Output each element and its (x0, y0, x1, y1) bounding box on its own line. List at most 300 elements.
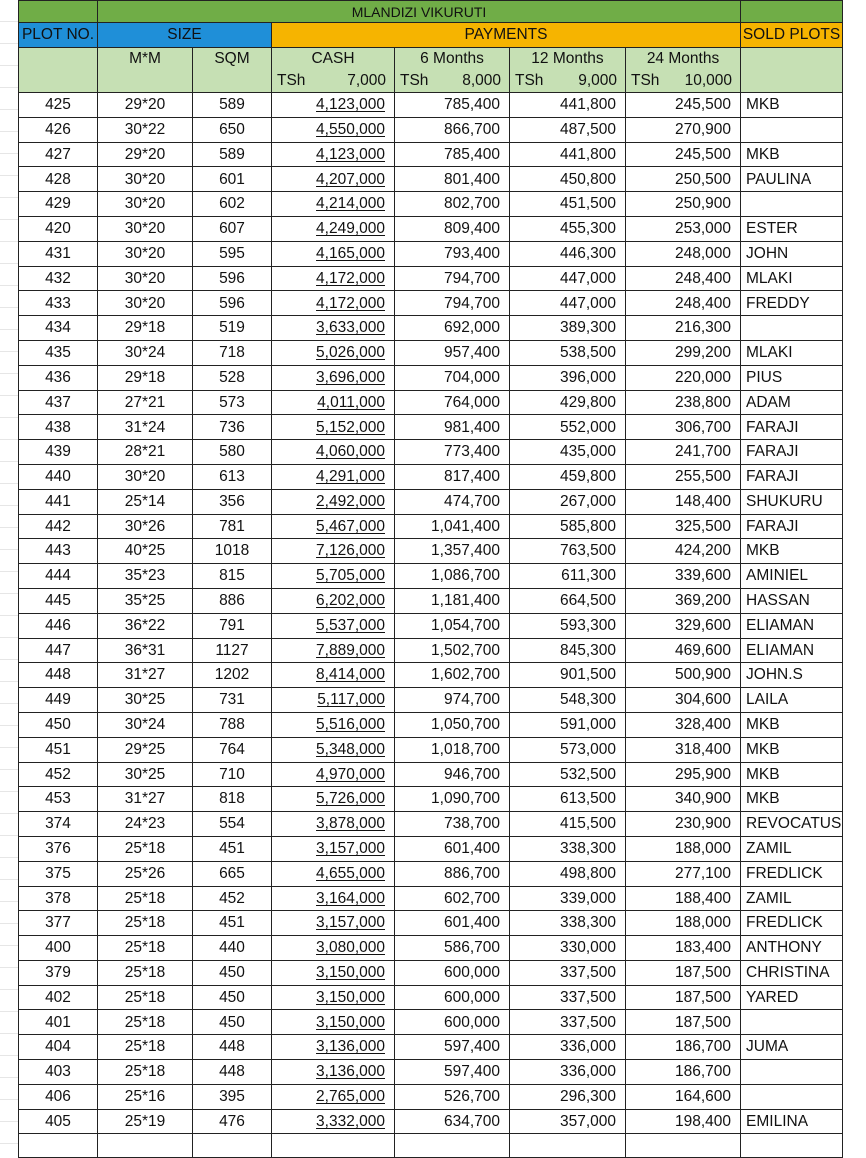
cell-12-months: 296,300 (510, 1084, 626, 1109)
cell-plot-no: 406 (19, 1084, 98, 1109)
rate-cash: TSh 7,000 (272, 70, 395, 93)
cell-24-months: 469,600 (626, 638, 741, 663)
cell-size-mm: 25*18 (98, 960, 193, 985)
cell-12-months: 267,000 (510, 489, 626, 514)
table-row (19, 539, 843, 564)
cell-12-months: 446,300 (510, 241, 626, 266)
cell-12-months: 357,000 (510, 1109, 626, 1134)
cell-sqm: 451 (193, 836, 272, 861)
cell-cash: 4,172,000 (272, 291, 395, 316)
cell-24-months: 270,900 (626, 117, 741, 142)
cell-12-months: 611,300 (510, 564, 626, 589)
header-payments: PAYMENTS (272, 23, 741, 48)
cell-sqm: 589 (193, 93, 272, 118)
cell-6-months: 801,400 (395, 167, 510, 192)
cell-sold-to: ANTHONY (741, 936, 843, 961)
cell-plot-no: 437 (19, 390, 98, 415)
cell-6-months: 600,000 (395, 960, 510, 985)
cell-plot-no: 440 (19, 464, 98, 489)
cell-6-months: 946,700 (395, 762, 510, 787)
cell-cash: 3,150,000 (272, 960, 395, 985)
cell-cash: 4,214,000 (272, 192, 395, 217)
cell-sold-to: LAILA (741, 688, 843, 713)
cell-sqm: 601 (193, 167, 272, 192)
cell-sqm: 791 (193, 613, 272, 638)
cell-size-mm: 30*20 (98, 241, 193, 266)
cell-6-months: 586,700 (395, 936, 510, 961)
cell-6-months: 601,400 (395, 836, 510, 861)
cell-plot-no: 443 (19, 539, 98, 564)
cell-plot-no: 405 (19, 1109, 98, 1134)
cell-24-months: 248,400 (626, 266, 741, 291)
cell-24-months: 328,400 (626, 712, 741, 737)
cell-6-months: 692,000 (395, 316, 510, 341)
cell-sold-to: JOHN (741, 241, 843, 266)
cell-sqm: 528 (193, 365, 272, 390)
table-row (19, 340, 843, 365)
cell-6-months: 738,700 (395, 812, 510, 837)
cell-24-months: 216,300 (626, 316, 741, 341)
cell-size-mm: 31*27 (98, 663, 193, 688)
cell-sold-to: MKB (741, 762, 843, 787)
cell-cash: 3,332,000 (272, 1109, 395, 1134)
table-row (19, 1084, 843, 1109)
table-row (19, 985, 843, 1010)
cell-cash: 7,889,000 (272, 638, 395, 663)
cell-sqm: 788 (193, 712, 272, 737)
cell-sold-to: MKB (741, 737, 843, 762)
cell-6-months: 597,400 (395, 1035, 510, 1060)
header-plot-no: PLOT NO. (19, 23, 98, 48)
cell-sold-to: MKB (741, 539, 843, 564)
table-row (19, 960, 843, 985)
cell-24-months: 220,000 (626, 365, 741, 390)
table-row (19, 464, 843, 489)
cell-sold-to: JUMA (741, 1035, 843, 1060)
cell-sold-to: PIUS (741, 365, 843, 390)
cell-24-months: 198,400 (626, 1109, 741, 1134)
cell-plot-no: 400 (19, 936, 98, 961)
cell-sold-to: FREDDY (741, 291, 843, 316)
table-row (19, 241, 843, 266)
cell-size-mm: 30*20 (98, 266, 193, 291)
table-row (19, 440, 843, 465)
cell-24-months: 250,900 (626, 192, 741, 217)
header-mm: M*M (98, 48, 193, 71)
cell-sqm: 452 (193, 886, 272, 911)
cell-sqm: 519 (193, 316, 272, 341)
cell-12-months: 455,300 (510, 216, 626, 241)
cell-6-months: 600,000 (395, 985, 510, 1010)
table-row (19, 812, 843, 837)
cell-24-months: 186,700 (626, 1035, 741, 1060)
cell-cash: 3,157,000 (272, 911, 395, 936)
cell-sqm: 710 (193, 762, 272, 787)
cell-sqm: 602 (193, 192, 272, 217)
cell-plot-no: 429 (19, 192, 98, 217)
sheet-title: MLANDIZI VIKURUTI (98, 1, 741, 23)
cell-6-months: 957,400 (395, 340, 510, 365)
cell-cash: 3,633,000 (272, 316, 395, 341)
cell-plot-no: 427 (19, 142, 98, 167)
cell-size-mm: 24*23 (98, 812, 193, 837)
cell-cash: 3,080,000 (272, 936, 395, 961)
cell-6-months: 773,400 (395, 440, 510, 465)
cell-size-mm: 30*24 (98, 340, 193, 365)
cell-12-months: 487,500 (510, 117, 626, 142)
cell-sold-to: MLAKI (741, 340, 843, 365)
cell-plot-no: 439 (19, 440, 98, 465)
cell-24-months: 424,200 (626, 539, 741, 564)
cell-sold-to: JOHN.S (741, 663, 843, 688)
cell-plot-no: 377 (19, 911, 98, 936)
cell-12-months: 441,800 (510, 93, 626, 118)
cell-24-months: 187,500 (626, 1010, 741, 1035)
cell-sold-to: FARAJI (741, 514, 843, 539)
table-row (19, 489, 843, 514)
cell-24-months: 329,600 (626, 613, 741, 638)
table-row (19, 192, 843, 217)
cell-sqm: 613 (193, 464, 272, 489)
cell-6-months: 1,090,700 (395, 787, 510, 812)
cell-plot-no: 374 (19, 812, 98, 837)
cell-size-mm: 36*31 (98, 638, 193, 663)
cell-size-mm: 25*18 (98, 886, 193, 911)
header-6-months: 6 Months (395, 48, 510, 71)
cell-plot-no: 445 (19, 588, 98, 613)
cell-sold-to (741, 1060, 843, 1085)
cell-6-months: 1,054,700 (395, 613, 510, 638)
cell-12-months: 459,800 (510, 464, 626, 489)
cell-6-months: 1,181,400 (395, 588, 510, 613)
header-size: SIZE (98, 23, 272, 48)
cell-12-months: 450,800 (510, 167, 626, 192)
cell-size-mm: 25*18 (98, 1060, 193, 1085)
cell-24-months: 339,600 (626, 564, 741, 589)
cell-12-months: 396,000 (510, 365, 626, 390)
cell-plot-no: 402 (19, 985, 98, 1010)
cell-plot-no: 403 (19, 1060, 98, 1085)
cell-cash: 5,152,000 (272, 415, 395, 440)
cell-12-months: 532,500 (510, 762, 626, 787)
cell-24-months: 164,600 (626, 1084, 741, 1109)
cell-cash: 3,136,000 (272, 1060, 395, 1085)
cell-size-mm: 29*18 (98, 316, 193, 341)
cell-12-months: 585,800 (510, 514, 626, 539)
table-row (19, 613, 843, 638)
cell-sqm: 1127 (193, 638, 272, 663)
cell-sold-to: AMINIEL (741, 564, 843, 589)
cell-12-months: 591,000 (510, 712, 626, 737)
cell-6-months: 802,700 (395, 192, 510, 217)
cell-24-months: 255,500 (626, 464, 741, 489)
cell-6-months: 601,400 (395, 911, 510, 936)
cell-sqm: 554 (193, 812, 272, 837)
cell-sqm: 573 (193, 390, 272, 415)
cell-6-months: 1,602,700 (395, 663, 510, 688)
cell-24-months: 253,000 (626, 216, 741, 241)
cell-12-months: 552,000 (510, 415, 626, 440)
cell-12-months: 337,500 (510, 985, 626, 1010)
header-24-months: 24 Months (626, 48, 741, 71)
cell-sqm: 450 (193, 985, 272, 1010)
cell-cash: 5,467,000 (272, 514, 395, 539)
cell-12-months: 548,300 (510, 688, 626, 713)
cell-sqm: 718 (193, 340, 272, 365)
cell-size-mm: 29*18 (98, 365, 193, 390)
cell-12-months: 338,300 (510, 911, 626, 936)
cell-6-months: 597,400 (395, 1060, 510, 1085)
cell-plot-no: 433 (19, 291, 98, 316)
cell-12-months: 441,800 (510, 142, 626, 167)
table-row (19, 93, 843, 118)
cell-24-months: 187,500 (626, 960, 741, 985)
cell-plot-no: 448 (19, 663, 98, 688)
table-row (19, 886, 843, 911)
cell-plot-no: 452 (19, 762, 98, 787)
cell-6-months: 526,700 (395, 1084, 510, 1109)
cell-cash: 3,878,000 (272, 812, 395, 837)
cell-6-months: 1,041,400 (395, 514, 510, 539)
cell-24-months: 186,700 (626, 1060, 741, 1085)
cell-24-months: 241,700 (626, 440, 741, 465)
cell-sqm: 665 (193, 861, 272, 886)
cell-12-months: 447,000 (510, 291, 626, 316)
cell-6-months: 1,018,700 (395, 737, 510, 762)
cell-cash: 5,026,000 (272, 340, 395, 365)
table-row (19, 167, 843, 192)
cell-plot-no: 425 (19, 93, 98, 118)
cell-24-months: 295,900 (626, 762, 741, 787)
table-row (19, 316, 843, 341)
cell-cash: 4,165,000 (272, 241, 395, 266)
cell-cash: 2,765,000 (272, 1084, 395, 1109)
cell-sqm: 395 (193, 1084, 272, 1109)
table-row (19, 1060, 843, 1085)
cell-sold-to: PAULINA (741, 167, 843, 192)
cell-cash: 4,550,000 (272, 117, 395, 142)
cell-24-months: 340,900 (626, 787, 741, 812)
cell-plot-no: 447 (19, 638, 98, 663)
cell-plot-no: 436 (19, 365, 98, 390)
cell-plot-no: 451 (19, 737, 98, 762)
cell-6-months: 602,700 (395, 886, 510, 911)
cell-size-mm: 25*26 (98, 861, 193, 886)
cell-sqm: 450 (193, 1010, 272, 1035)
cell-sqm: 450 (193, 960, 272, 985)
cell-sqm: 650 (193, 117, 272, 142)
cell-sqm: 731 (193, 688, 272, 713)
cell-sqm: 448 (193, 1035, 272, 1060)
cell-12-months: 338,300 (510, 836, 626, 861)
cell-6-months: 974,700 (395, 688, 510, 713)
header-sqm: SQM (193, 48, 272, 71)
cell-size-mm: 30*24 (98, 712, 193, 737)
cell-cash: 4,172,000 (272, 266, 395, 291)
cell-cash: 4,970,000 (272, 762, 395, 787)
cell-cash: 4,011,000 (272, 390, 395, 415)
rate-6-months: TSh 8,000 (395, 70, 510, 93)
cell-plot-no: 453 (19, 787, 98, 812)
table-row (19, 1109, 843, 1134)
cell-12-months: 613,500 (510, 787, 626, 812)
cell-6-months: 794,700 (395, 291, 510, 316)
cell-cash: 4,249,000 (272, 216, 395, 241)
cell-cash: 2,492,000 (272, 489, 395, 514)
cell-sold-to: MKB (741, 787, 843, 812)
cell-cash: 4,123,000 (272, 142, 395, 167)
cell-sqm: 596 (193, 291, 272, 316)
cell-cash: 3,150,000 (272, 1010, 395, 1035)
cell-plot-no: 442 (19, 514, 98, 539)
cell-6-months: 785,400 (395, 142, 510, 167)
cell-sqm: 764 (193, 737, 272, 762)
table-row (19, 663, 843, 688)
table-row (19, 688, 843, 713)
cell-cash: 3,150,000 (272, 985, 395, 1010)
table-row (19, 390, 843, 415)
cell-12-months: 498,800 (510, 861, 626, 886)
cell-cash: 8,414,000 (272, 663, 395, 688)
cell-6-months: 1,502,700 (395, 638, 510, 663)
cell-sold-to: ZAMIL (741, 836, 843, 861)
cell-12-months: 429,800 (510, 390, 626, 415)
cell-plot-no: 441 (19, 489, 98, 514)
cell-6-months: 785,400 (395, 93, 510, 118)
cell-size-mm: 25*19 (98, 1109, 193, 1134)
cell-cash: 5,726,000 (272, 787, 395, 812)
cell-sold-to: MKB (741, 142, 843, 167)
cell-sqm: 781 (193, 514, 272, 539)
cell-sold-to: SHUKURU (741, 489, 843, 514)
table-row (19, 291, 843, 316)
cell-cash: 5,705,000 (272, 564, 395, 589)
cell-6-months: 809,400 (395, 216, 510, 241)
cell-12-months: 664,500 (510, 588, 626, 613)
cell-cash: 7,126,000 (272, 539, 395, 564)
cell-6-months: 1,086,700 (395, 564, 510, 589)
cell-size-mm: 29*25 (98, 737, 193, 762)
cell-plot-no: 449 (19, 688, 98, 713)
table-row (19, 415, 843, 440)
cell-plot-no: 434 (19, 316, 98, 341)
table-row (19, 936, 843, 961)
cell-6-months: 981,400 (395, 415, 510, 440)
cell-12-months: 337,500 (510, 960, 626, 985)
cell-24-months: 250,500 (626, 167, 741, 192)
cell-size-mm: 25*16 (98, 1084, 193, 1109)
header-12-months: 12 Months (510, 48, 626, 71)
cell-6-months: 866,700 (395, 117, 510, 142)
cell-24-months: 500,900 (626, 663, 741, 688)
cell-6-months: 600,000 (395, 1010, 510, 1035)
cell-12-months: 435,000 (510, 440, 626, 465)
cell-12-months: 336,000 (510, 1035, 626, 1060)
cell-sqm: 595 (193, 241, 272, 266)
cell-24-months: 230,900 (626, 812, 741, 837)
cell-sold-to: ADAM (741, 390, 843, 415)
cell-sold-to: FREDLICK (741, 861, 843, 886)
cell-cash: 4,655,000 (272, 861, 395, 886)
cell-24-months: 245,500 (626, 93, 741, 118)
cell-cash: 3,136,000 (272, 1035, 395, 1060)
header-cash: CASH (272, 48, 395, 71)
table-row (19, 266, 843, 291)
cell-plot-no: 376 (19, 836, 98, 861)
cell-size-mm: 30*20 (98, 216, 193, 241)
cell-plot-no: 432 (19, 266, 98, 291)
cell-sold-to: YARED (741, 985, 843, 1010)
cell-size-mm: 30*25 (98, 688, 193, 713)
cell-12-months: 901,500 (510, 663, 626, 688)
cell-size-mm: 29*20 (98, 93, 193, 118)
cell-plot-no: 375 (19, 861, 98, 886)
cell-plot-no: 435 (19, 340, 98, 365)
cell-sold-to: ESTER (741, 216, 843, 241)
cell-24-months: 318,400 (626, 737, 741, 762)
cell-size-mm: 36*22 (98, 613, 193, 638)
cell-sqm: 607 (193, 216, 272, 241)
cell-plot-no: 420 (19, 216, 98, 241)
cell-cash: 4,291,000 (272, 464, 395, 489)
cell-6-months: 704,000 (395, 365, 510, 390)
cell-6-months: 1,357,400 (395, 539, 510, 564)
cell-cash: 3,164,000 (272, 886, 395, 911)
cell-size-mm: 27*21 (98, 390, 193, 415)
rate-12-months: TSh 9,000 (510, 70, 626, 93)
cell-cash: 6,202,000 (272, 588, 395, 613)
cell-size-mm: 30*20 (98, 291, 193, 316)
cell-size-mm: 30*20 (98, 192, 193, 217)
cell-sold-to: MKB (741, 712, 843, 737)
cell-size-mm: 30*25 (98, 762, 193, 787)
table-row (19, 588, 843, 613)
table-row (19, 836, 843, 861)
cell-12-months: 763,500 (510, 539, 626, 564)
cell-size-mm: 25*18 (98, 911, 193, 936)
cell-size-mm: 25*14 (98, 489, 193, 514)
cell-sold-to: MLAKI (741, 266, 843, 291)
cell-24-months: 188,000 (626, 836, 741, 861)
cell-24-months: 248,000 (626, 241, 741, 266)
cell-plot-no: 428 (19, 167, 98, 192)
cell-plot-no: 446 (19, 613, 98, 638)
header-sold-plots: SOLD PLOTS (741, 23, 843, 48)
table-row (19, 1010, 843, 1035)
cell-12-months: 573,000 (510, 737, 626, 762)
cell-sold-to: ZAMIL (741, 886, 843, 911)
cell-plot-no: 404 (19, 1035, 98, 1060)
cell-size-mm: 29*20 (98, 142, 193, 167)
cell-sold-to: REVOCATUS (741, 812, 843, 837)
cell-sold-to: EMILINA (741, 1109, 843, 1134)
cell-24-months: 306,700 (626, 415, 741, 440)
cell-24-months: 277,100 (626, 861, 741, 886)
cell-size-mm: 35*23 (98, 564, 193, 589)
cell-cash: 3,696,000 (272, 365, 395, 390)
table-row (19, 1035, 843, 1060)
cell-plot-no: 401 (19, 1010, 98, 1035)
table-row (19, 737, 843, 762)
cell-sold-to: HASSAN (741, 588, 843, 613)
cell-6-months: 474,700 (395, 489, 510, 514)
cell-6-months: 1,050,700 (395, 712, 510, 737)
table-row (19, 117, 843, 142)
cell-cash: 4,123,000 (272, 93, 395, 118)
cell-6-months: 764,000 (395, 390, 510, 415)
cell-sqm: 1202 (193, 663, 272, 688)
cell-6-months: 634,700 (395, 1109, 510, 1134)
